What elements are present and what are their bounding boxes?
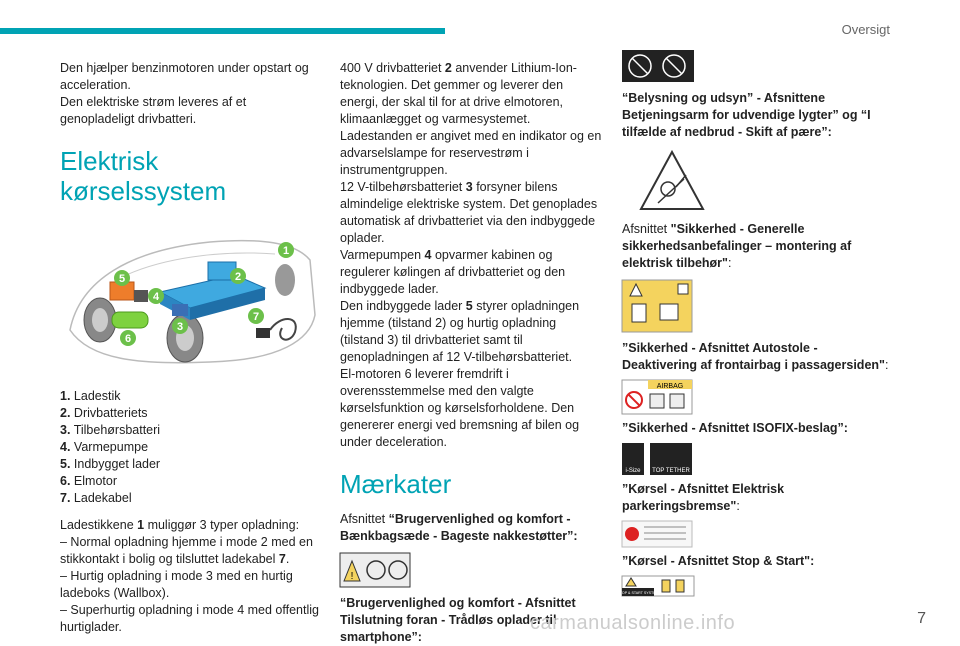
airbag-sticker xyxy=(622,380,692,414)
column-1 xyxy=(60,60,322,636)
paragraph-aux-battery: 12 V-tilbehørsbatteriet 3 forsyner bilens almindelige elektriske system. Det genoplades automatisk af drivbatteriet via den indbyggede oplader. xyxy=(340,180,598,245)
ref-stop-start: ”Kørsel - Afsnittet Stop & Start": xyxy=(622,554,815,568)
lighting-sticker-icon xyxy=(622,50,694,82)
section-title-elektrisk: Elektrisk kørselssystem xyxy=(60,146,227,206)
top-tether-label: TOP TETHER xyxy=(652,468,690,474)
callout-label-6: 6 xyxy=(124,333,132,345)
intro-line-2: Den elektriske strøm leveres af et genopladeligt drivbatteri. xyxy=(60,95,247,126)
page-number: 7 xyxy=(917,610,926,627)
isize-label: i-Size xyxy=(625,468,641,474)
paragraph-charger: Den indbyggede lader 5 styrer opladningen hjemme (tilstand 2) og hurtig opladning (tilstand 3) til drivbatteriet samt til genopladningen af 12 V-tilbehørsbatteriet. xyxy=(340,299,580,364)
car-system-illustration xyxy=(60,220,320,370)
ref-electrical-accessories: Afsnittet "Sikkerhed - Generelle sikkerhedsanbefalinger – montering af elektrisk tilbehør": xyxy=(622,222,852,270)
electrical-accessory-sticker xyxy=(622,280,692,332)
ref-isofix: ”Sikkerhed - Afsnittet ISOFIX-beslag”: xyxy=(622,421,848,435)
airbag-label: AIRBAG xyxy=(656,383,684,390)
charging-mode-4: – Superhurtig opladning i mode 4 med offentlig hurtiglader. xyxy=(60,603,319,634)
callout-label-4: 4 xyxy=(152,291,160,303)
stop-start-sticker xyxy=(617,576,694,596)
isofix-sticker xyxy=(622,443,692,475)
headrest-sticker-icon xyxy=(340,553,410,587)
component-legend xyxy=(60,388,322,507)
ref-lighting: “Belysning og udsyn” - Afsnittene Betjeningsarm for udvendige lygter” og “I tilfælde af nedbrud - Skift af pære”: xyxy=(622,91,871,139)
column-2 xyxy=(340,60,602,646)
charging-mode-3: – Hurtig opladning i mode 3 med en hurtig ladeboks (Wallbox). xyxy=(60,569,293,600)
svg-text:!: ! xyxy=(350,571,354,582)
callout-label-5: 5 xyxy=(118,273,126,285)
callout-label-2: 2 xyxy=(234,271,242,283)
legend-item: 6. Elmotor xyxy=(60,474,117,488)
legend-item: 5. Indbygget lader xyxy=(60,457,161,471)
ref-wireless-charger: “Brugervenlighed og komfort - Afsnittet Tilslutning foran - Trådløs oplader til smartphone”: xyxy=(340,596,576,644)
callout-label-1: 1 xyxy=(282,245,290,257)
callout-label-7: 7 xyxy=(252,311,260,323)
running-header: Oversigt xyxy=(841,22,890,37)
callout-label-3: 3 xyxy=(176,321,184,333)
ref-parking-brake: ”Kørsel - Afsnittet Elektrisk parkeringsbremse": xyxy=(622,482,785,513)
legend-item: 2. Drivbatteriets xyxy=(60,406,148,420)
parking-brake-sticker xyxy=(622,521,692,547)
bulb-warning-icon xyxy=(638,149,706,213)
column-3 xyxy=(617,50,892,602)
ref-headrest: Afsnittet “Brugervenlighed og komfort - Bænkbagsæde - Bageste nakkestøtter”: xyxy=(340,512,578,543)
paragraph-drive-battery: 400 V drivbatteriet 2 anvender Lithium-Ion-teknologien. Det gemmer og leverer den energi, der skal til for at drive elmotoren, klimaanlægget og varmesystemet. Ladestanden er angivet med en indikator og en advarselslampe for reservestrøm i instrumentgruppen. xyxy=(340,61,602,177)
legend-item: 1. Ladestik xyxy=(60,389,121,403)
legend-item: 3. Tilbehørsbatteri xyxy=(60,423,161,437)
watermark: carmanualsonline.info xyxy=(530,612,736,634)
charging-mode-2: – Normal opladning hjemme i mode 2 med en stikkontakt i bolig og tilsluttet ladekabel 7. xyxy=(60,535,313,566)
intro-line-1: Den hjælper benzinmotoren under opstart og acceleration. xyxy=(60,61,309,92)
legend-item: 7. Ladekabel xyxy=(60,491,132,505)
section-title-maerkater: Mærkater xyxy=(340,469,452,499)
paragraph-heat-pump: Varmepumpen 4 opvarmer kabinen og regulerer kølingen af drivbatteriet og den indbyggede lader. xyxy=(340,248,566,296)
charging-intro: Ladestikkene 1 muliggør 3 typer opladning: xyxy=(60,518,300,532)
top-accent-bar xyxy=(0,28,445,34)
legend-item: 4. Varmepumpe xyxy=(60,440,149,454)
paragraph-motor: El-motoren 6 leverer fremdrift i overensstemmelse med den valgte kørselsfunktion og kørselsforholdene. Den genererer energi ved bremsning af bilen og under deceleration. xyxy=(340,367,580,449)
ref-airbag: ”Sikkerhed - Afsnittet Autostole - Deaktivering af frontairbag i passagersiden": xyxy=(622,341,889,372)
stop-start-label: STOP & START SYSTEM xyxy=(617,591,659,595)
